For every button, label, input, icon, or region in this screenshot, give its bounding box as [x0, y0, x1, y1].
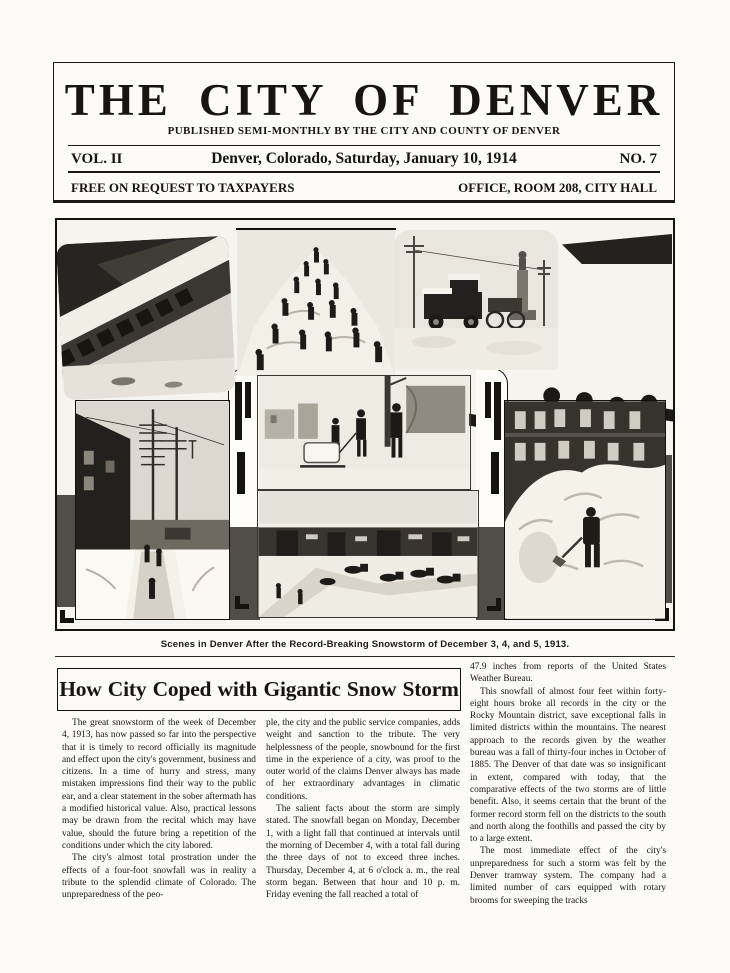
office-note: OFFICE, ROOM 208, CITY HALL [458, 180, 657, 195]
photo-wagons-street [257, 490, 479, 618]
article-paragraph: ple, the city and the public service companies, adds weight and sanction to the tribute. The very helplessness of the people, snowbound for the first time in the experience of a city, was proof to the outer world of the claims Denver always has made of her extraordinary advantages in climatic conditions. [266, 718, 460, 802]
article-paragraph: This snowfall of almost four feet within forty-eight hours broke all records in the city or the Rocky Mountain district, save exceptional falls in limited districts within the mountains. The nearest approach to the records given by the weather bureau was a fall of thirty-four inches in October of 1885. The Denver of that date was so insignificant in extent, compared with today, that the comparative effects of the two storms are of little benefit. Also, it seems certain that the brunt of the former record storm fell on the districts to the south and north along the foothills and passed the city by to a large extent. [470, 686, 666, 845]
sled-photo-illustration [258, 376, 470, 489]
photo-crowd-on-snowpile [236, 228, 396, 376]
volume-label: VOL. II [71, 150, 123, 167]
section-divider-rule [55, 656, 675, 657]
article-headline: How City Coped with Gigantic Snow Storm [59, 677, 459, 701]
photo-snowbound-train [56, 236, 236, 401]
article-column-3 [470, 661, 666, 933]
snowpile-photo-illustration [505, 401, 665, 619]
paper-title: THE CITY OF DENVER [64, 75, 664, 125]
volume-row [54, 147, 674, 171]
note-row [54, 175, 674, 201]
free-request-note: FREE ON REQUEST TO TAXPAYERS [71, 180, 295, 195]
key-bar-decoration [245, 382, 251, 418]
key-bar-decoration [485, 382, 491, 418]
street-photo-illustration [76, 401, 229, 619]
key-bar-decoration [237, 452, 245, 494]
article-paragraph: The most immediate effect of the city's unpreparedness for such a storm was felt by the Denver tramway system. The company had a limited number of cars equipped with rotary brooms for sweeping the tracks [470, 846, 666, 906]
masthead-rule-top [68, 145, 660, 146]
masthead-rule-bottom [68, 171, 660, 173]
collage-caption: Scenes in Denver After the Record-Breaking Snowstorm of December 3, 4, and 5, 1913. [160, 639, 570, 650]
dateline: Denver, Colorado, Saturday, January 10, 1914 [211, 150, 517, 167]
wagons-photo-illustration [258, 491, 478, 617]
paper-subtitle: PUBLISHED SEMI-MONTHLY BY THE CITY AND COUNTY OF DENVER [167, 125, 561, 137]
photo-collage [55, 218, 675, 631]
train-photo-illustration [56, 236, 236, 401]
article-paragraph: 47.9 inches from reports of the United States Weather Bureau. [470, 662, 666, 685]
key-bar-decoration [491, 452, 499, 494]
meander-corner-decoration [487, 598, 501, 611]
gray-block-decoration [57, 495, 77, 607]
auto-photo-illustration [394, 230, 558, 370]
photo-auto-and-monument [394, 230, 558, 370]
key-bar-decoration [494, 382, 501, 440]
photo-man-shoveling-snowpile [504, 400, 666, 620]
photo-men-with-sled [257, 375, 471, 490]
key-bar-decoration [235, 382, 242, 440]
photo-street-snow-trench [75, 400, 230, 620]
headline-box [57, 668, 461, 711]
meander-corner-decoration [60, 610, 74, 623]
meander-corner-decoration [235, 596, 249, 609]
masthead [53, 62, 675, 203]
article-paragraph: The salient facts about the storm are simply stated. The snowfall began on Monday, December 1, with a light fall that continued at intervals until the morning of December 4, with a total fall during the three days of not to exceed three inches. Thursday, December 4, at 6 o'clock a. m., the real storm began. Between that hour and 10 p. m. Friday evening the fall reached a total of [266, 804, 460, 901]
article-paragraph: The great snowstorm of the week of December 4, 1913, has now passed so far into the perspective that it is timely to record officially its magnitude and effect upon the city's government, business and citizens. In a time of hurry and stress, many mistaken impressions find their way to the public ear, and a clear statement in the sober aftermath has a modified historical value. Also, practical lessons may be drawn from the recital which may have value, should the future bring a repetition of the conditions under which the city labored. [62, 718, 256, 851]
article-paragraph: The city's almost total prostration under the effects of a four-foot snowfall was in reality a tribute to the splendid climate of Colorado. The unpreparedness of the peo- [62, 853, 256, 901]
crowd-photo-illustration [236, 230, 396, 376]
issue-number: NO. 7 [619, 150, 657, 167]
article-column-2 [266, 717, 460, 931]
article-column-1 [62, 717, 256, 931]
